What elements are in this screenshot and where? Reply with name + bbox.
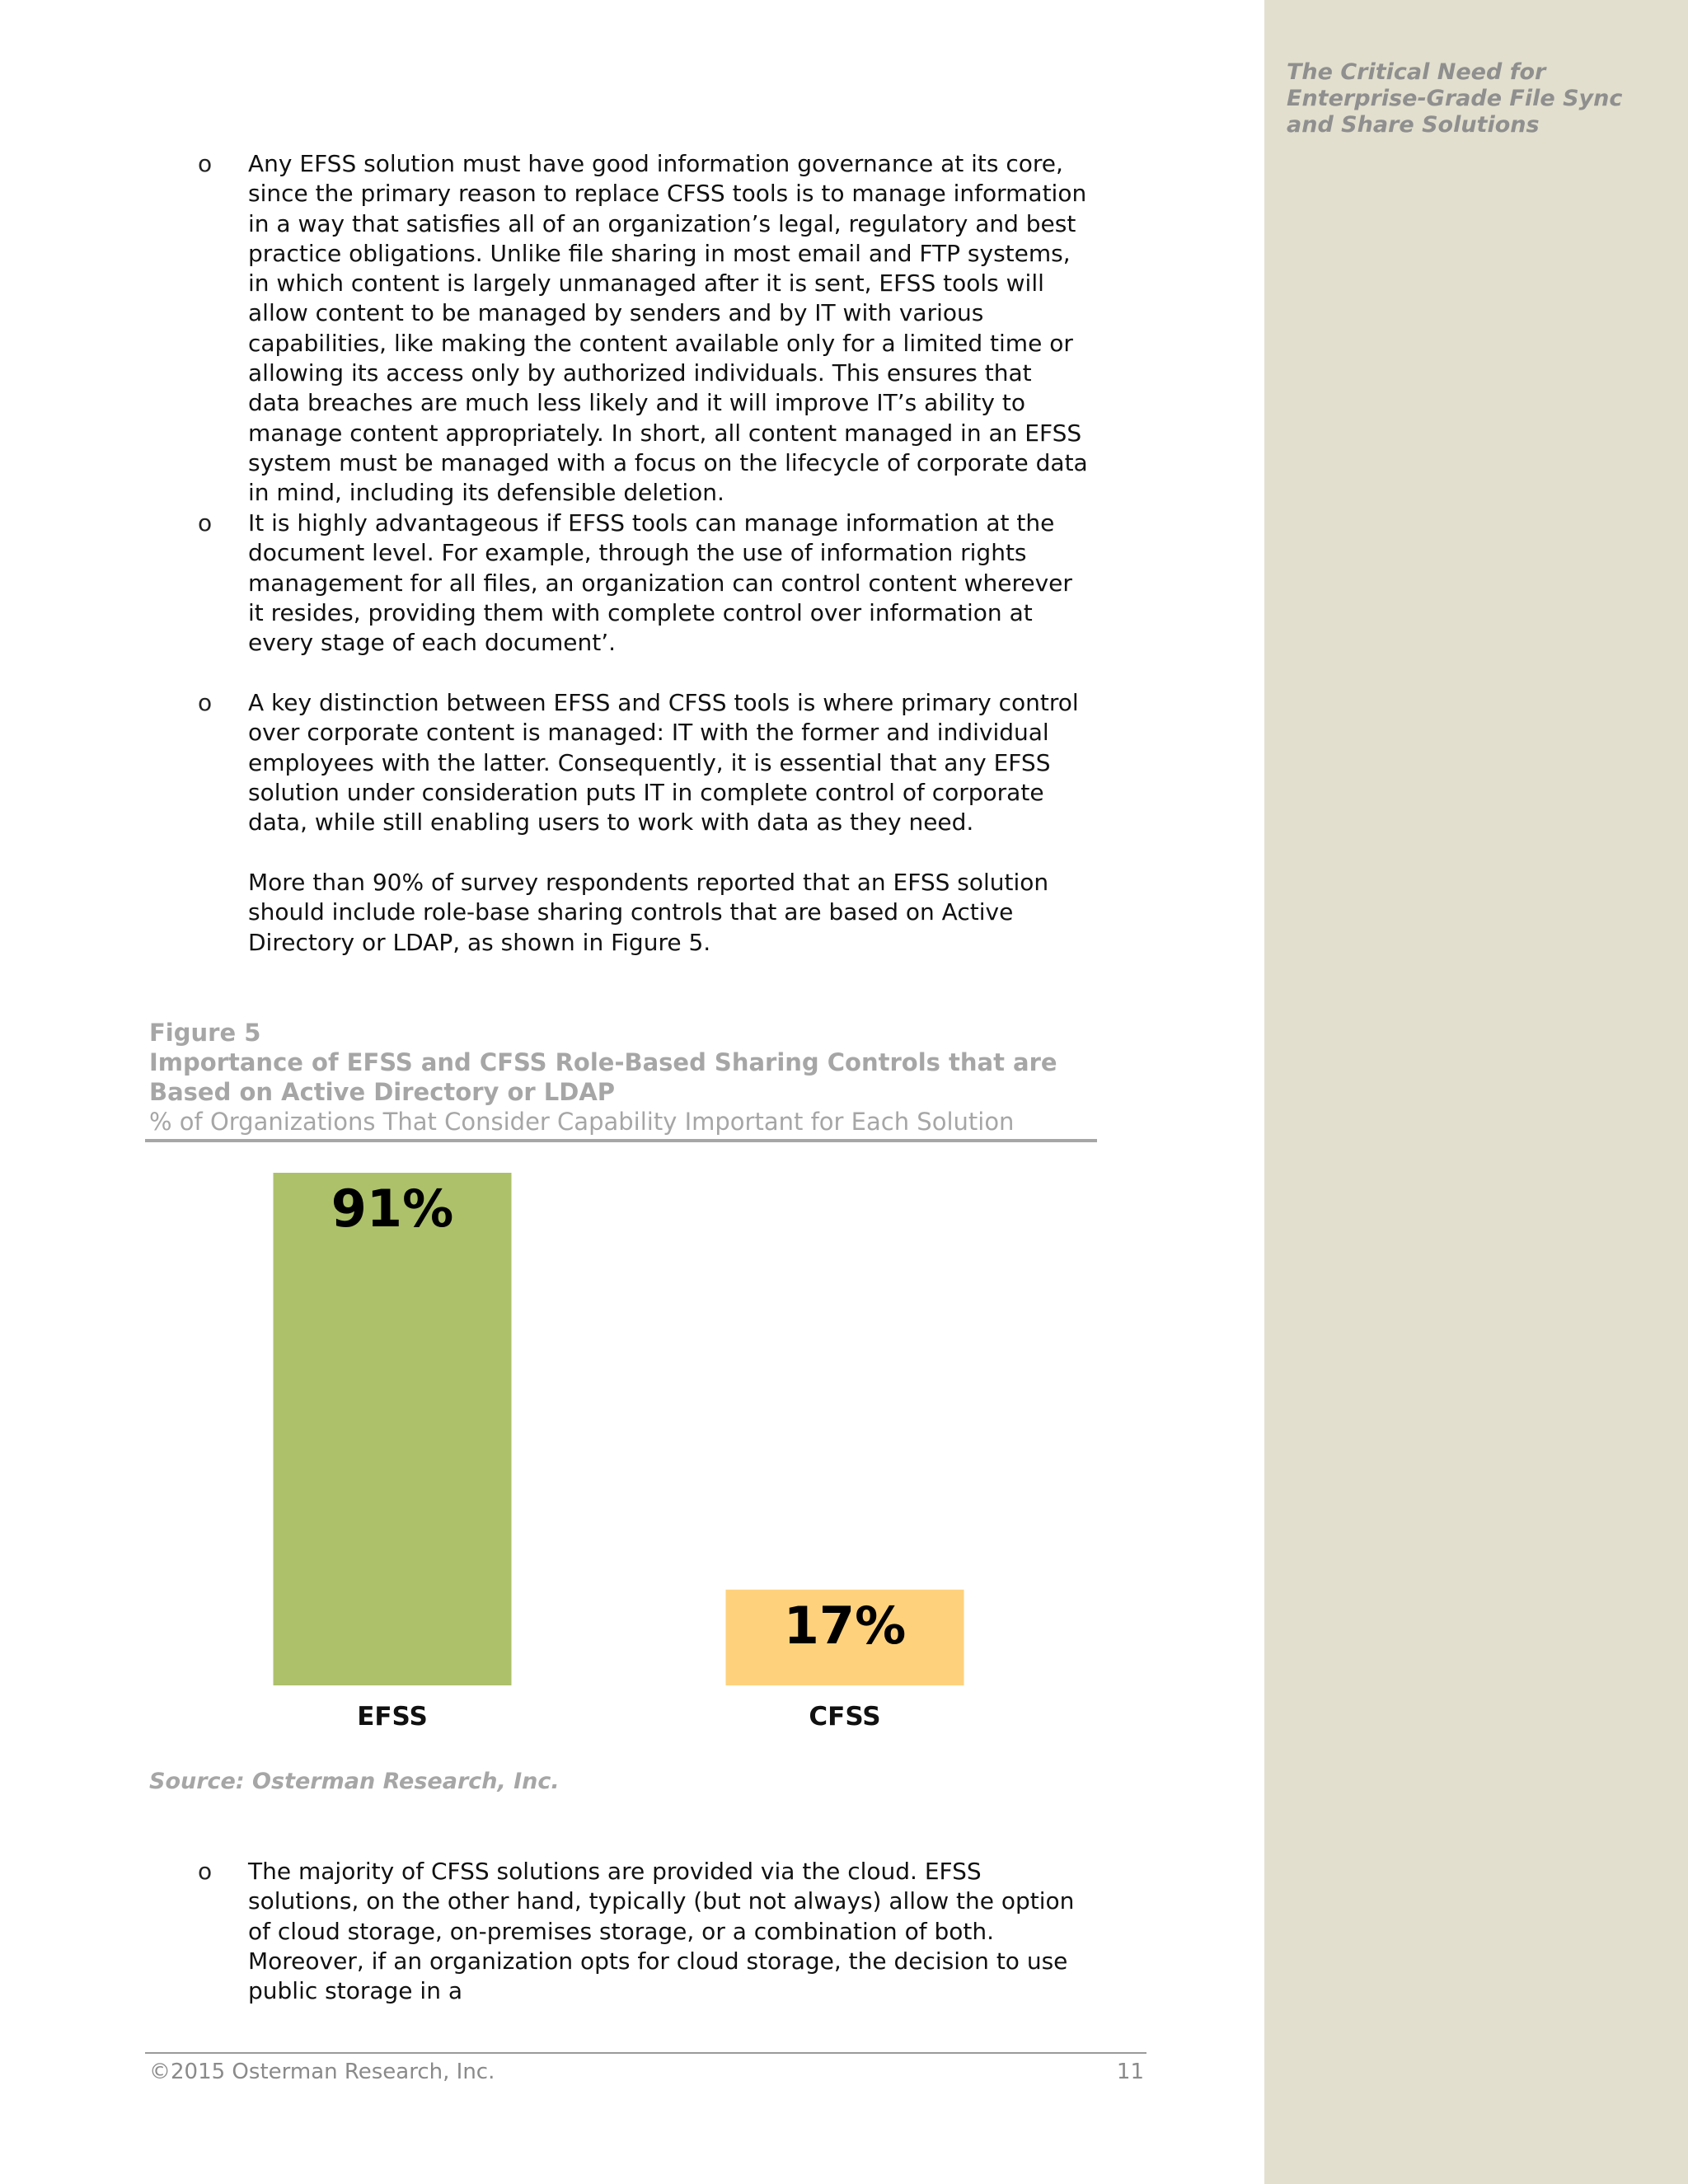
bullet-text: A key distinction between EFSS and CFSS tools is where primary control over corporate content is managed: IT with the former and individual employees with the latter. Consequently, it is essential that any EFSS solution under consideration puts IT in complete control of corporate data, while still enabling users to work with data as they need. (248, 689, 1079, 837)
bullet-marker: o (198, 150, 213, 177)
bullet-marker: o (198, 689, 213, 716)
figure-source: Source: Osterman Research, Inc. (149, 1769, 560, 1794)
running-header-title: The Critical Need for Enterprise-Grade File Sync and Share Solutions (1287, 59, 1623, 138)
sidebar-panel (1264, 0, 1688, 2184)
figure-subtitle: % of Organizations That Consider Capability Important for Each Solution (149, 1108, 1015, 1136)
bullet-marker: o (198, 509, 213, 537)
data-label-cfss: 17% (783, 1595, 907, 1656)
footer-rule (145, 2052, 1146, 2054)
figure-number: Figure 5 (149, 1019, 261, 1047)
bullet-marker: o (198, 1858, 213, 1885)
page-number: 11 (1116, 2060, 1144, 2084)
data-label-efss: 91% (331, 1179, 454, 1239)
bullet-text: The majority of CFSS solutions are provided via the cloud. EFSS solutions, on the other hand, typically (but not always) allow the option of cloud storage, on-premises storage, or a combination of both. Moreover, if an organization opts for cloud storage, the decision to use public storage in a (248, 1858, 1075, 2005)
bullet-text: Any EFSS solution must have good information governance at its core, since the primary reason to replace CFSS tools is to manage information in a way that satisfies all of an organization’s legal, regulatory and best practice obligations. Unlike file sharing in most email and FTP systems, in which content is largely unmanaged after it is sent, EFSS tools will allow content to be managed by senders and by IT with various capabilities, like making the content available only for a limited time or allowing its access only by authorized individuals. This ensures that data breaches are much less likely and it will improve IT’s ability to manage content appropriately. In short, all content managed in an EFSS system must be managed with a focus on the lifecycle of corporate data in mind, including its defensible deletion. (248, 150, 1088, 507)
bar-chart (145, 1150, 1097, 1743)
survey-paragraph: More than 90% of survey respondents reported that an EFSS solution should include role-base sharing controls that are based on Active Directory or LDAP, as shown in Figure 5. (248, 869, 1049, 956)
category-label-efss: EFSS (357, 1702, 428, 1732)
bar-efss (274, 1173, 512, 1685)
category-label-cfss: CFSS (809, 1702, 881, 1732)
bullet-text: It is highly advantageous if EFSS tools can manage information at the document level. For example, through the use of information rights management for all files, an organization can control content wherever it resides, providing them with complete control over information at every stage of each document’. (248, 509, 1072, 657)
figure-title: Importance of EFSS and CFSS Role-Based Sharing Controls that are Based on Active Directory or LDAP (149, 1048, 1057, 1106)
footer-copyright: ©2015 Osterman Research, Inc. (149, 2060, 495, 2084)
figure-title-rule (145, 1139, 1097, 1142)
